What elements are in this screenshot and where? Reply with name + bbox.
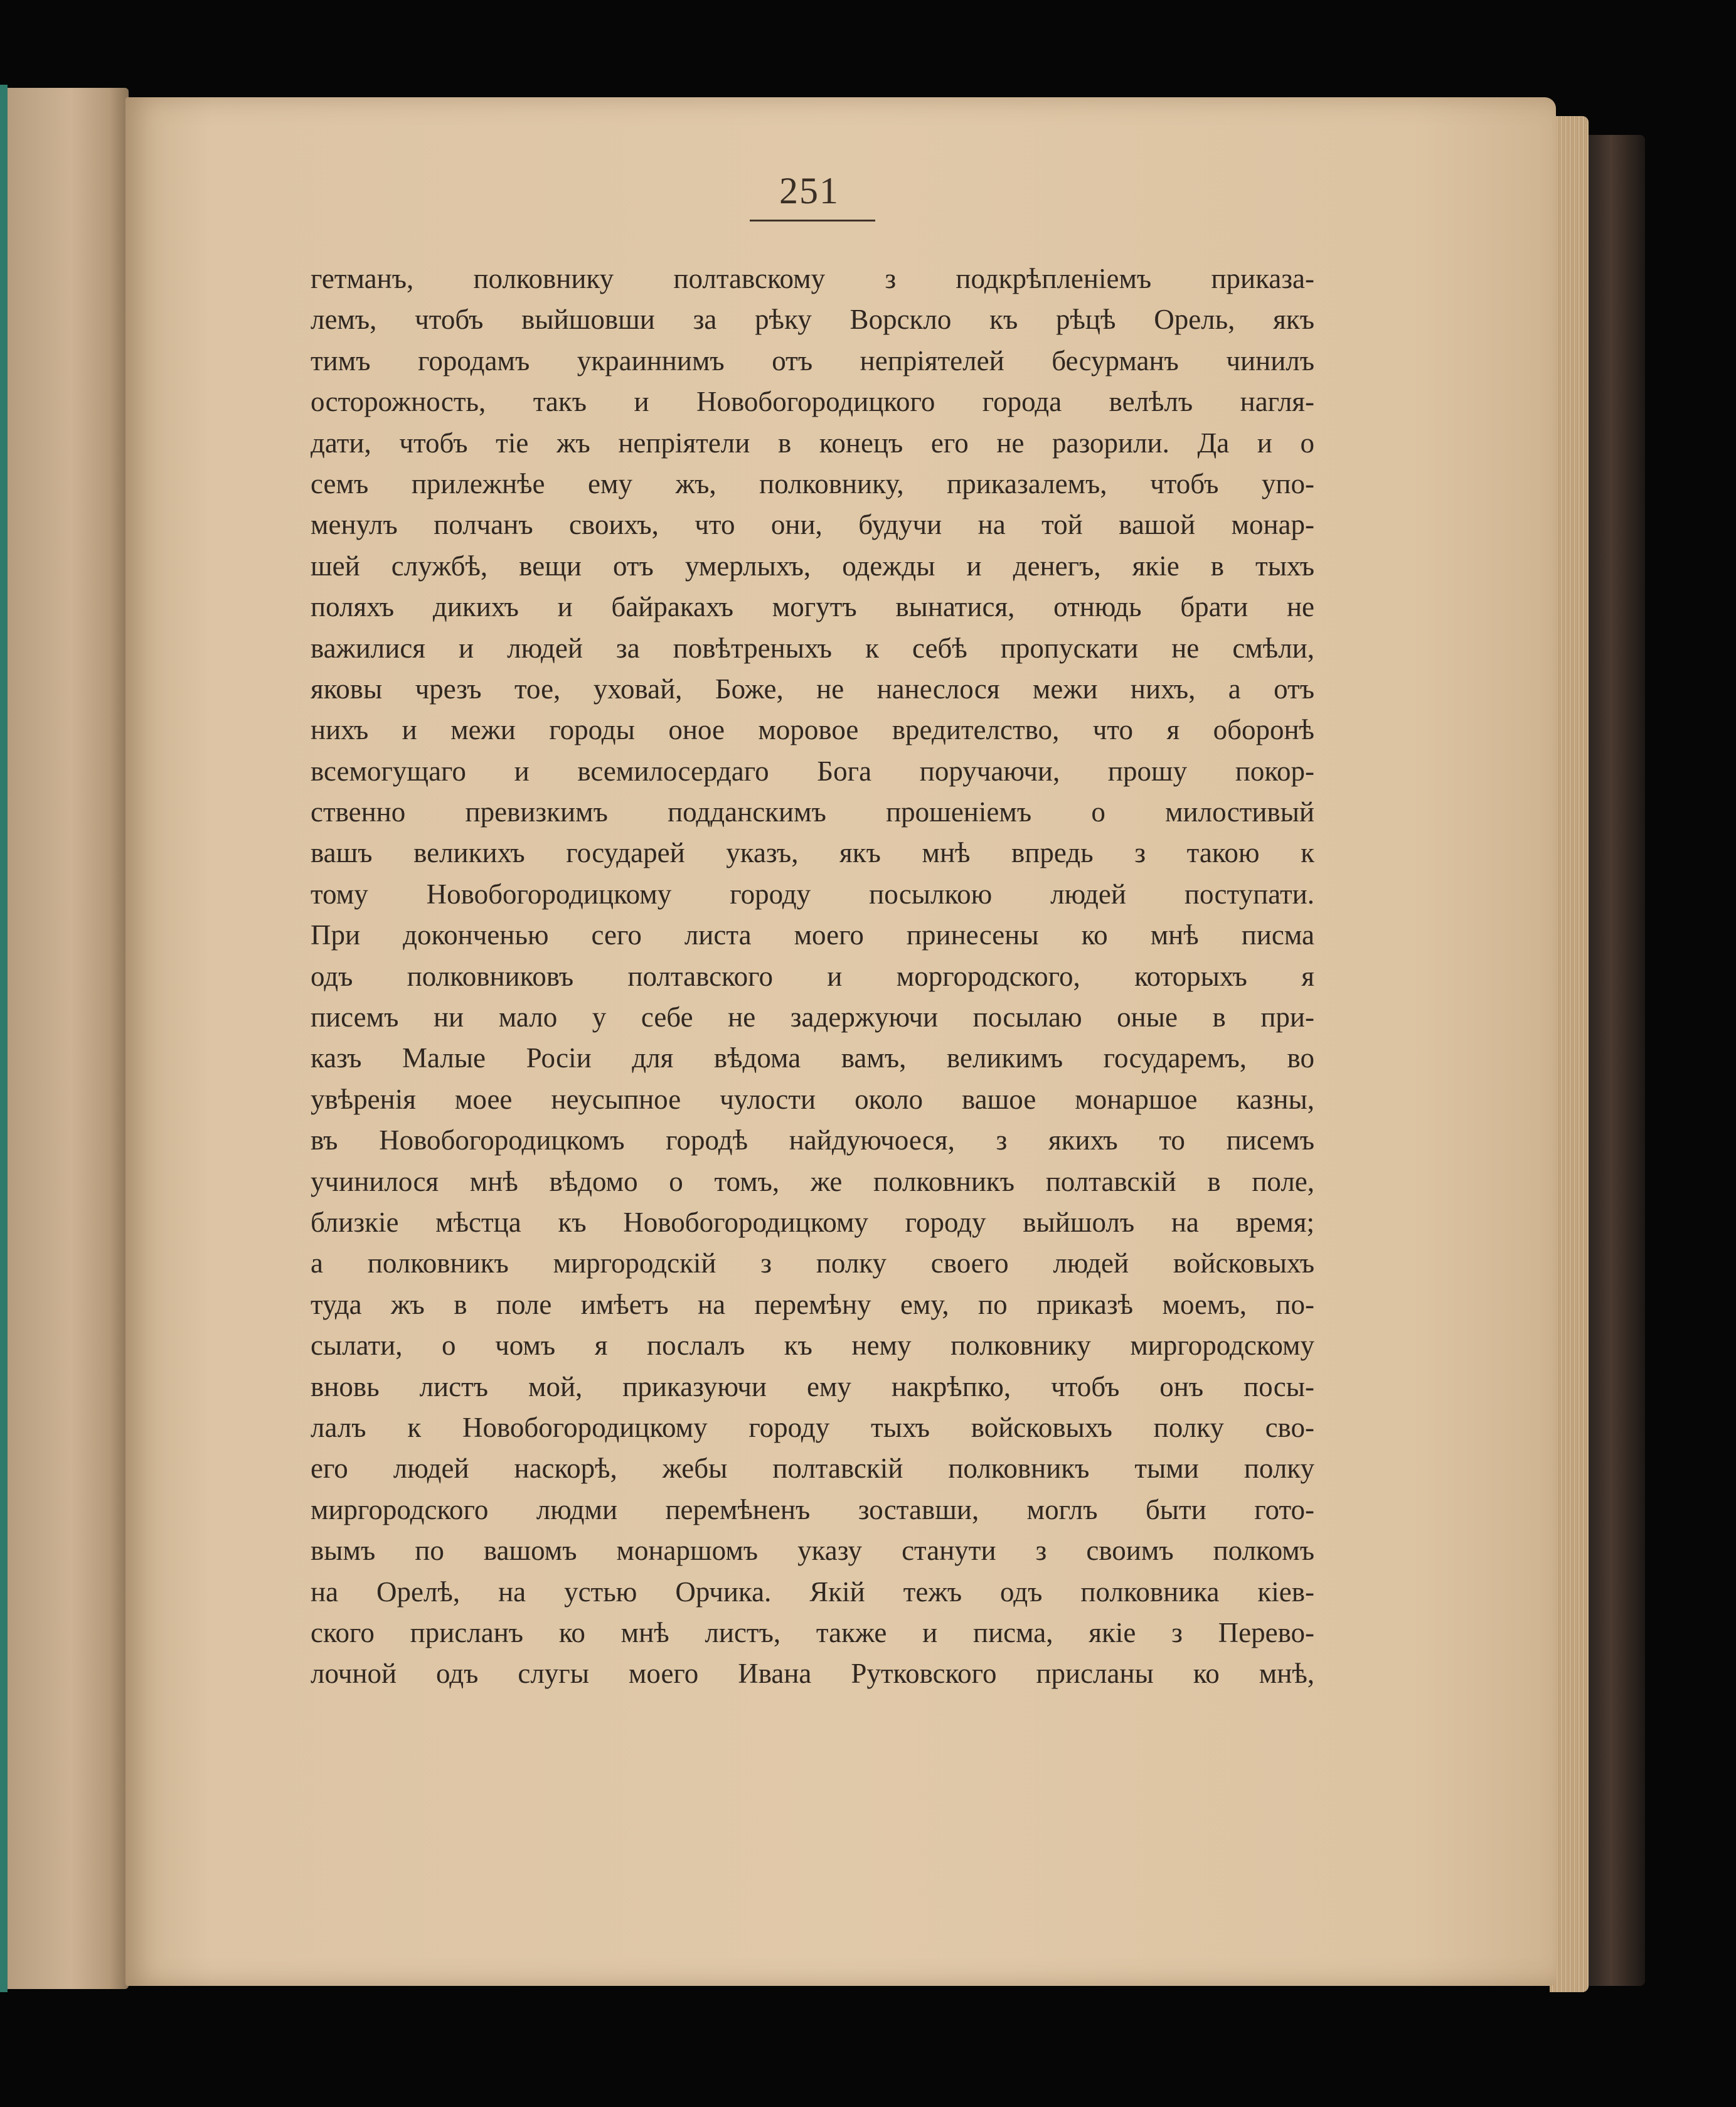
text-line: ского присланъ ко мнѣ листъ, также и писма, якіе з Перево- [311, 1616, 1314, 1648]
text-line: увѣренія моее неусыпное чулости около вашое монаршое казны, [311, 1083, 1314, 1115]
text-line: семъ прилежнѣе ему жъ, полковнику, приказалемъ, чтобъ упо- [311, 467, 1314, 499]
text-line: менулъ полчанъ своихъ, что они, будучи на той вашой монар- [311, 509, 1314, 541]
book-cover-edge-right [1589, 135, 1645, 1986]
text-line: миргородского людми перемѣненъ зоставши, моглъ быти гото- [311, 1493, 1314, 1525]
text-line: учинилося мнѣ вѣдомо о томъ, же полковникъ полтавскій в поле, [311, 1165, 1314, 1197]
text-line: поляхъ дикихъ и байракахъ могутъ вынатися, отнюдь брати не [311, 591, 1314, 623]
text-line: казъ Малые Росіи для вѣдома вамъ, великимъ государемъ, во [311, 1042, 1314, 1074]
text-line: яковы чрезъ тое, уховай, Боже, не нанеслося межи нихъ, а отъ [311, 673, 1314, 705]
text-line: ственно превизкимъ подданскимъ прошеніемъ о милостивый [311, 796, 1314, 828]
text-line: близкіе мѣстца къ Новобогородицкому городу выйшолъ на время; [311, 1206, 1314, 1238]
text-line: гетманъ, полковнику полтавскому з подкрѣпленіемъ приказа- [311, 263, 1314, 294]
text-line: вновь листъ мой, приказуючи ему накрѣпко, чтобъ онъ посы- [311, 1370, 1314, 1402]
text-line: тимъ городамъ украиннимъ отъ непріятелей бесурманъ чинилъ [311, 344, 1314, 376]
text-line: писемъ ни мало у себе не задержуючи посылаю оные в при- [311, 1001, 1314, 1033]
text-line: туда жъ в поле имѣетъ на перемѣну ему, по приказѣ моемъ, по- [311, 1288, 1314, 1320]
previous-page-edge [0, 88, 129, 1989]
text-line: всемогущаго и всемилосердаго Бога поручаючи, прошу покор- [311, 755, 1314, 787]
text-line: его людей наскорѣ, жебы полтавскій полковникъ тыми полку [311, 1453, 1314, 1485]
text-line: на Орелѣ, на устью Орчика. Якій тежъ одъ полковника кіев- [311, 1576, 1314, 1608]
text-line: нихъ и межи городы оное моровое вредителство, что я оборонѣ [311, 714, 1314, 746]
text-line: вашъ великихъ государей указъ, якъ мнѣ впредь з такою к [311, 837, 1314, 869]
text-line: При доконченью сего листа моего принесены ко мнѣ писма [311, 919, 1314, 951]
text-line: осторожность, такъ и Новобогородицкого города велѣлъ нагля- [311, 386, 1314, 418]
page-number: 251 [779, 170, 839, 211]
page-body-text [311, 259, 1314, 1695]
text-line: въ Новобогородицкомъ городѣ найдуючоеся, з якихъ то писемъ [311, 1124, 1314, 1156]
text-line: шей службѣ, вещи отъ умерлыхъ, одежды и денегъ, якіе в тыхъ [311, 550, 1314, 582]
text-line: лалъ к Новобогородицкому городу тыхъ войсковыхъ полку сво- [311, 1411, 1314, 1443]
text-line: лемъ, чтобъ выйшовши за рѣку Ворскло къ рѣцѣ Орель, якъ [311, 304, 1314, 336]
text-line: сылати, о чомъ я послалъ къ нему полковнику миргородскому [311, 1330, 1314, 1362]
text-line: лочной одъ слугы моего Ивана Рутковского присланы ко мнѣ, [311, 1658, 1314, 1690]
text-line: вымъ по вашомъ монаршомъ указу станути з своимъ полкомъ [311, 1535, 1314, 1567]
book-cover-edge-left [0, 85, 8, 1992]
text-line: тому Новобогородицкому городу посылкою людей поступати. [311, 878, 1314, 910]
page-number-underline [750, 220, 875, 221]
text-line: одъ полковниковъ полтавского и моргородского, которыхъ я [311, 960, 1314, 992]
text-line: а полковникъ миргородскій з полку своего людей войсковыхъ [311, 1247, 1314, 1279]
text-line: дати, чтобъ тіе жъ непріятели в конецъ его не разорили. Да и о [311, 427, 1314, 459]
text-line: важилися и людей за повѣтреныхъ к себѣ пропускати не смѣли, [311, 632, 1314, 664]
